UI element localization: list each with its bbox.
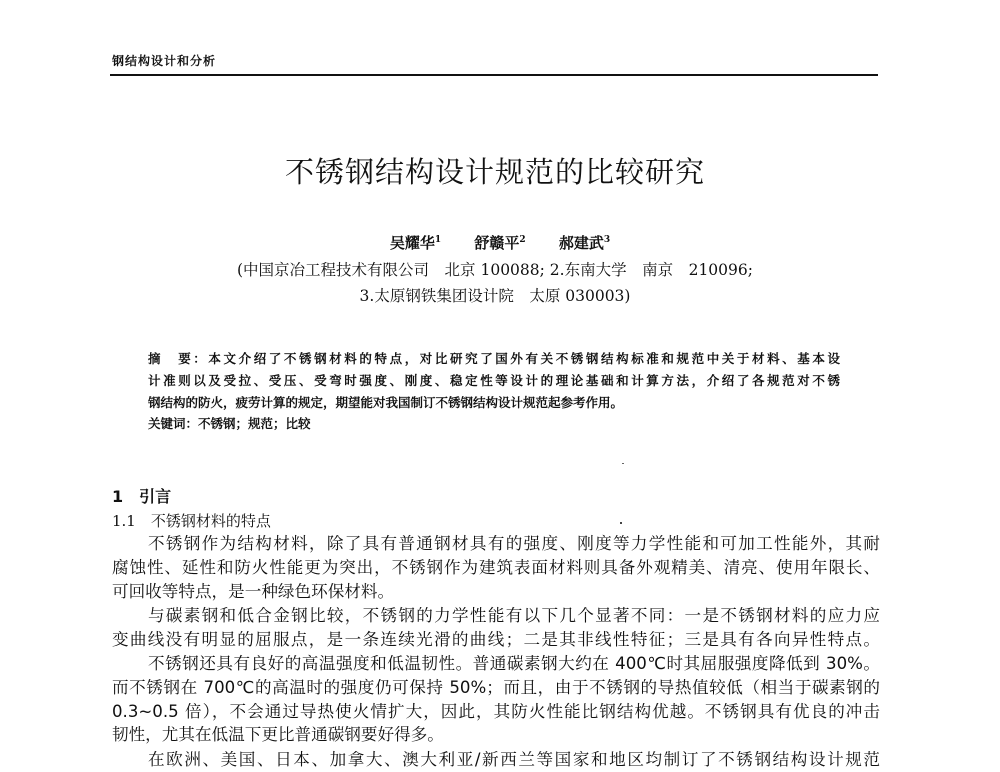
abstract-line: 摘 要：本文介绍了不锈钢材料的特点，对比研究了国外有关不锈钢结构标准和规范中关于材料、基本设 (148, 351, 840, 366)
author: 郝建武$^3$ (558, 234, 611, 252)
body-line: 0.3~0.5 倍），不会通过导热使火情扩大，因此，其防火性能比钢结构优越。不锈钢具有优良的冲击 (112, 702, 880, 721)
body-line: 变曲线没有明显的屈服点，是一条连续光滑的曲线；二是其非线性特征；三是具有各向异性特点。 (112, 630, 880, 649)
body-line: 腐蚀性、延性和防火性能更为突出，不锈钢作为建筑表面材料则具备外观精美、清亮、使用年限长、 (112, 558, 880, 577)
abstract-line: 钢结构的防火，疲劳计算的规定，期望能对我国制订不锈钢结构设计规范起参考作用。 (148, 395, 624, 410)
abstract-line: 计准则以及受拉、受压、受弯时强度、刚度、稳定性等设计的理论基础和计算方法，介绍了各规范对不锈 (148, 373, 840, 388)
body-line: 韧性，尤其在低温下更比普通碳钢要好得多。 (112, 725, 444, 744)
section-heading: 1 引言 (112, 487, 172, 506)
body-line: 而不锈钢在 700℃的高温时的强度仍可保持 50%；而且，由于不锈钢的导热值较低（相当于碳素钢的 (112, 678, 880, 697)
author: 吴耀华$^1$ (389, 234, 442, 252)
body-line: 在欧洲、美国、日本、加拿大、澳大利亚/新西兰等国家和地区均制订了不锈钢结构设计规范 (148, 750, 880, 769)
author-list (0, 232, 1000, 253)
affiliation-line: (中国京冶工程技术有限公司 北京 100088; 2.东南大学 南京 210096; (237, 261, 753, 279)
author: 舒赣平$^2$ (474, 234, 526, 252)
affiliation-line: 3.太原钢铁集团设计院 太原 030003) (359, 287, 631, 305)
keywords: 关键词：不锈钢；规范；比较 (148, 416, 311, 431)
body-line: 不锈钢作为结构材料，除了具有普通钢材具有的强度、刚度等力学性能和可加工性能外，其耐 (148, 534, 880, 553)
body-line: 可回收等特点，是一种绿色环保材料。 (112, 582, 395, 601)
body-line: 与碳素钢和低合金钢比较，不锈钢的力学性能有以下几个显著不同：一是不锈钢材料的应力应 (148, 606, 880, 625)
scan-speck (622, 463, 624, 464)
header-rule (110, 74, 878, 76)
subsection-heading: 1.1 不锈钢材料的特点 (112, 512, 271, 530)
paper-title: 不锈钢结构设计规范的比较研究 (284, 155, 705, 189)
scan-speck (620, 522, 622, 524)
running-head: 钢结构设计和分析 (112, 54, 217, 68)
body-line: 不锈钢还具有良好的高温强度和低温韧性。普通碳素钢大约在 400℃时其屈服强度降低到 30%。 (148, 654, 880, 673)
